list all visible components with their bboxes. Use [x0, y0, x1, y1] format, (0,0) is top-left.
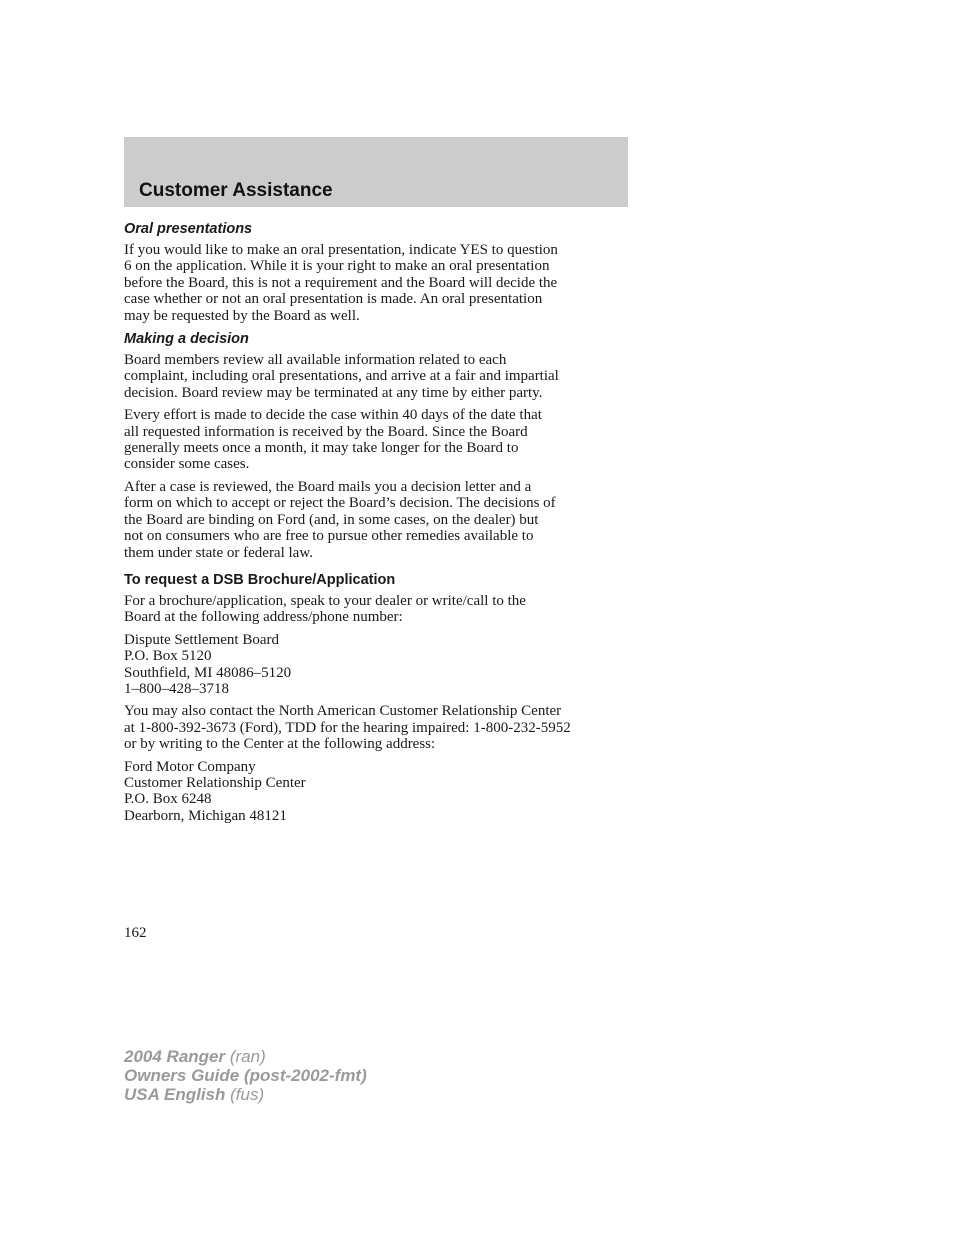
- text-line: them under state or federal law.: [124, 544, 313, 561]
- text-line: form on which to accept or reject the Board’s decision. The decisions of: [124, 495, 556, 512]
- paragraph-customer-relationship-center: [124, 703, 628, 752]
- text-line: complaint, including oral presentations, and arrive at a fair and impartial: [124, 368, 559, 385]
- text-line: decision. Board review may be terminated at any time by either party.: [124, 384, 543, 401]
- text-line: the Board are binding on Ford (and, in some cases, on the dealer) but: [124, 511, 539, 528]
- text-line: generally meets once a month, it may take longer for the Board to: [124, 440, 519, 457]
- text-line: Board at the following address/phone number:: [124, 609, 403, 626]
- text-line: Board members review all available information related to each: [124, 352, 507, 369]
- footer-line-model: [124, 1047, 367, 1066]
- address-line: Ford Motor Company: [124, 758, 256, 775]
- paragraph-decision-timing: [124, 407, 628, 473]
- text-line: or by writing to the Center at the following address:: [124, 736, 436, 753]
- text-line: may be requested by the Board as well.: [124, 307, 360, 324]
- text-line: consider some cases.: [124, 456, 250, 473]
- text-line: After a case is reviewed, the Board mails you a decision letter and a: [124, 478, 532, 495]
- document-footer: [124, 1047, 367, 1104]
- address-line: Customer Relationship Center: [124, 774, 306, 791]
- text-line: You may also contact the North American Customer Relationship Center: [124, 703, 562, 720]
- address-line: Dearborn, Michigan 48121: [124, 807, 287, 824]
- section-header-bar: [124, 137, 628, 207]
- heading-making-a-decision: Making a decision: [124, 331, 249, 348]
- text-line: For a brochure/application, speak to your dealer or write/call to the: [124, 592, 526, 609]
- text-line: 6 on the application. While it is your right to make an oral presentation: [124, 258, 550, 275]
- heading-request-brochure: To request a DSB Brochure/Application: [124, 571, 396, 588]
- footer-model-code: (ran): [229, 1047, 266, 1066]
- text-line: case whether or not an oral presentation is made. An oral presentation: [124, 291, 543, 308]
- text-line: at 1-800-392-3673 (Ford), TDD for the hearing impaired: 1-800-232-5952: [124, 719, 571, 736]
- footer-language-code: (fus): [230, 1085, 265, 1104]
- text-line: before the Board, this is not a requirement and the Board will decide the: [124, 274, 558, 291]
- section-title: Customer Assistance: [139, 180, 333, 201]
- text-line: Every effort is made to decide the case within 40 days of the date that: [124, 407, 542, 424]
- phone-number: 1–800–428–3718: [124, 680, 229, 697]
- main-content: [124, 219, 628, 824]
- footer-language: USA English: [124, 1085, 226, 1104]
- text-line: all requested information is received by the Board. Since the Board: [124, 423, 528, 440]
- footer-line-language: [124, 1085, 367, 1104]
- paragraph-decision-review: [124, 352, 628, 401]
- footer-model: 2004 Ranger: [124, 1047, 226, 1066]
- paragraph-request-brochure: [124, 593, 628, 626]
- paragraph-oral-presentations: [124, 242, 628, 324]
- text-line: not on consumers who are free to pursue other remedies available to: [124, 528, 534, 545]
- address-line: Southfield, MI 48086–5120: [124, 664, 292, 681]
- text-line: If you would like to make an oral presentation, indicate YES to question: [124, 242, 558, 258]
- address-ford-motor-company: [124, 759, 628, 825]
- footer-line-guide: [124, 1066, 367, 1085]
- address-line: P.O. Box 5120: [124, 648, 212, 665]
- address-dispute-settlement-board: [124, 632, 628, 698]
- address-line: Dispute Settlement Board: [124, 631, 279, 648]
- heading-oral-presentations: Oral presentations: [124, 221, 253, 237]
- paragraph-decision-letter: [124, 479, 628, 561]
- footer-guide: Owners Guide (post-2002-fmt): [124, 1066, 367, 1085]
- page-number: 162: [124, 925, 147, 941]
- address-line: P.O. Box 6248: [124, 791, 212, 808]
